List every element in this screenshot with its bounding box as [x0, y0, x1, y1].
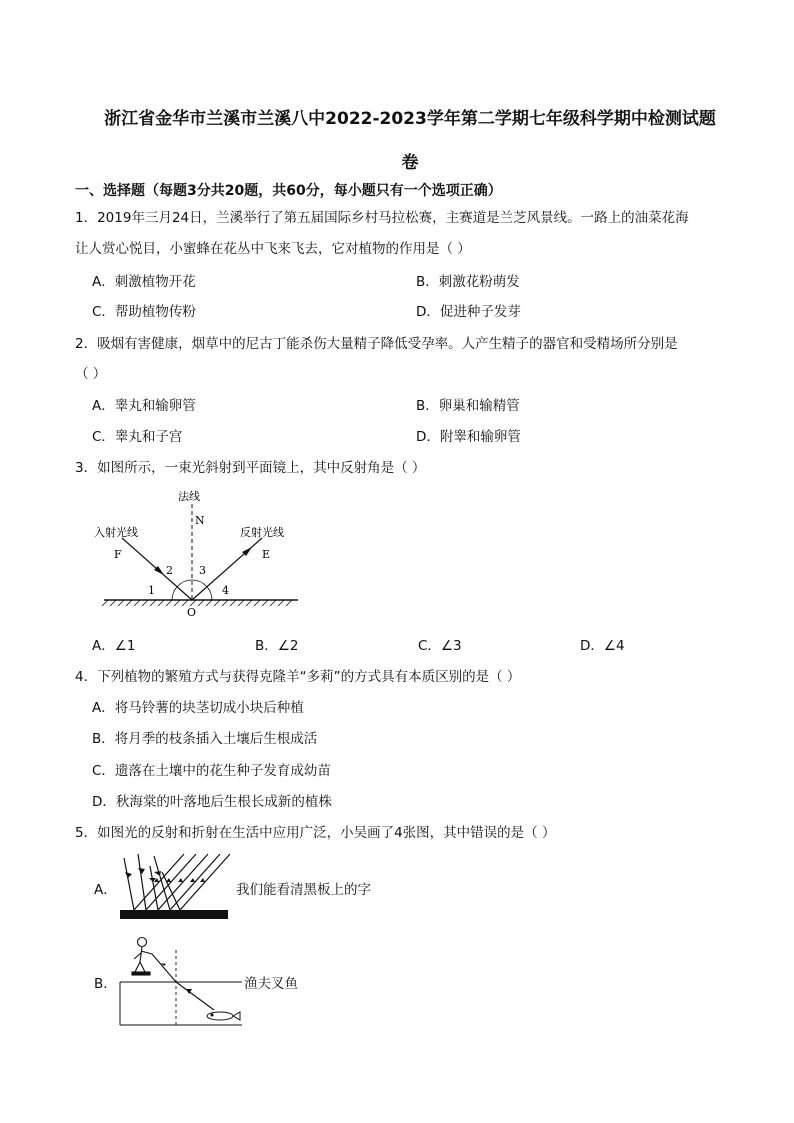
fisherman-spearing-figure	[116, 932, 246, 1028]
blackboard-reflection-figure	[114, 848, 236, 924]
label-n: N	[195, 514, 205, 527]
q1-option-d: D．促进种子发芽	[416, 304, 521, 320]
q3-stem: 3．如图所示，一束光斜射到平面镜上，其中反射角是（ ）	[75, 460, 426, 476]
label-reflected: 反射光线	[240, 526, 284, 539]
label-e: E	[262, 548, 271, 561]
label-f: F	[114, 548, 122, 561]
q2-stem-line1: 2．吸烟有害健康，烟草中的尼古丁能杀伤大量精子降低受孕率。人产生精子的器官和受精场所分别是	[75, 336, 678, 352]
q2-option-b: B．卵巢和输精管	[416, 398, 520, 414]
q2-option-d: D．附睾和输卵管	[416, 429, 521, 445]
section-heading: 一、选择题（每题3分共20题，共60分，每小题只有一个选项正确）	[75, 183, 502, 199]
q4-option-b: B．将月季的枝条插入土壤后生根成活	[92, 731, 318, 747]
q4-stem: 4．下列植物的繁殖方式与获得克隆羊“多莉”的方式具有本质区别的是（ ）	[75, 669, 521, 685]
q4-option-a: A．将马铃薯的块茎切成小块后种植	[92, 700, 304, 716]
q1-stem-line2: 让人赏心悦目，小蜜蜂在花丛中飞来飞去，它对植物的作用是（ ）	[75, 241, 471, 257]
label-angle-2: 2	[166, 564, 173, 577]
q1-option-c: C．帮助植物传粉	[92, 304, 196, 320]
q1-option-a: A．刺激植物开花	[92, 274, 196, 290]
q3-option-d: D．∠4	[580, 638, 625, 654]
q3-option-b: B．∠2	[255, 638, 299, 654]
q2-stem-line2: （ ）	[75, 366, 107, 382]
q4-option-d: D．秋海棠的叶落地后生根长成新的植株	[92, 794, 332, 810]
q5-option-a-caption: 我们能看清黑板上的字	[236, 882, 371, 898]
q5-stem: 5．如图光的反射和折射在生活中应用广泛，小吴画了4张图，其中错误的是（ ）	[75, 825, 556, 841]
q2-option-c: C．睾丸和子宫	[92, 429, 183, 445]
fish-icon	[207, 1012, 240, 1020]
label-angle-4: 4	[222, 584, 229, 597]
q5-option-b-label: B．	[94, 976, 117, 992]
reflection-diagram	[90, 486, 310, 621]
label-normal: 法线	[178, 490, 200, 503]
mirror-hatching	[102, 600, 292, 606]
fisherman	[132, 938, 152, 976]
q2-option-a: A．睾丸和输卵管	[92, 398, 196, 414]
q4-option-c: C．遗落在土壤中的花生种子发育成幼苗	[92, 763, 331, 779]
q3-option-a: A．∠1	[92, 638, 136, 654]
label-angle-3: 3	[199, 564, 206, 577]
label-angle-1: 1	[148, 584, 155, 597]
exam-title: 浙江省金华市兰溪市兰溪八中2022-2023学年第二学期七年级科学期中检测试题	[104, 109, 716, 129]
label-o: O	[187, 606, 197, 619]
q1-stem-line1: 1．2019年三月24日，兰溪举行了第五届国际乡村马拉松赛，主赛道是兰芝风景线。一路上的油菜花海	[75, 210, 689, 226]
q3-option-c: C．∠3	[418, 638, 462, 654]
blackboard	[120, 910, 228, 919]
q5-option-a-label: A．	[94, 882, 117, 898]
exam-title-continued: 卷	[401, 153, 419, 173]
q5-option-b-caption: 渔夫叉鱼	[244, 976, 298, 992]
q1-option-b: B．刺激花粉萌发	[416, 274, 520, 290]
label-incident: 入射光线	[94, 526, 138, 539]
